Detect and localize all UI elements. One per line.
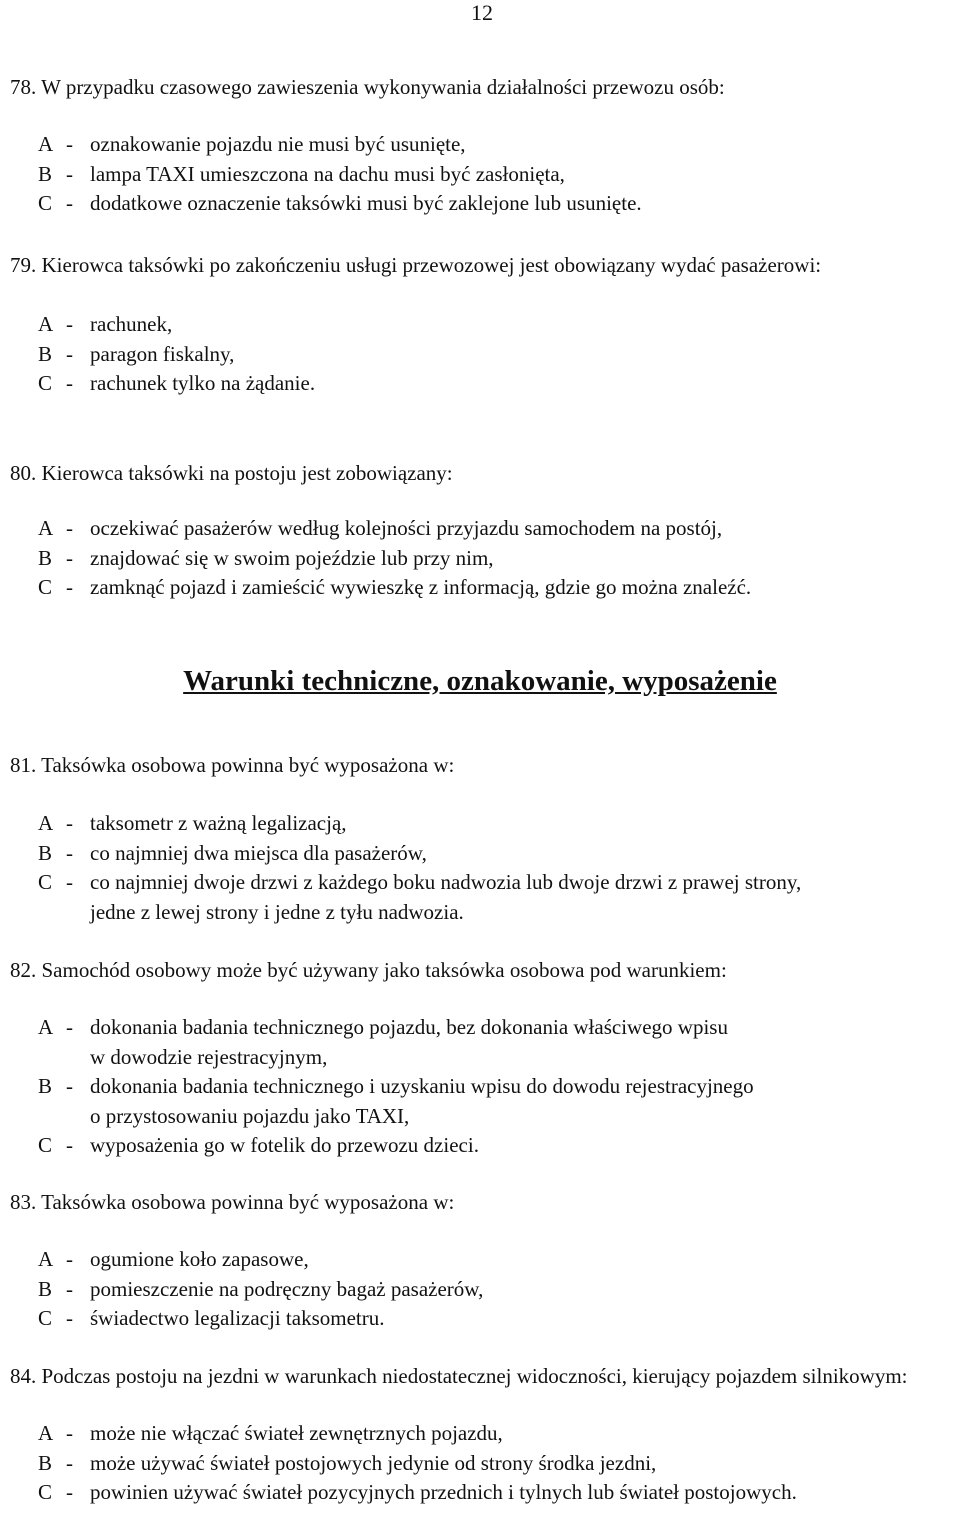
question-stem [0,250,870,280]
question-number: 80. [10,461,37,485]
answer-option-b: B - może używać świateł postojowych jedynie od strony środka jezdni, [38,1450,657,1475]
question-number: 82. [10,958,37,982]
answer-option-a: A - ogumione koło zapasowe, [38,1247,309,1271]
answer-option-c: C - rachunek tylko na żądanie. [38,371,316,395]
answer-option-a: A - rachunek, [38,312,173,336]
answer-option-a: A - może nie włączać świateł zewnętrznych pojazdu, [38,1421,503,1445]
answer-option-a: A - oczekiwać pasażerów według kolejności przyjazdu samochodem na postój, [38,516,723,540]
question-text: Kierowca taksówki po zakończeniu usługi przewozowej jest obowiązany wydać pasażerowi: [41,253,822,277]
question-number: 78. [10,75,37,99]
answer-option-b: B - co najmniej dwa miejsca dla pasażerów, [38,840,427,865]
answer-option-b: B - lampa TAXI umieszczona na dachu musi być zasłonięta, [38,161,565,186]
section-heading: Warunki techniczne, oznakowanie, wyposażenie [183,665,777,697]
answer-option-c: C - świadectwo legalizacji taksometru. [38,1306,385,1330]
question-text: Taksówka osobowa powinna być wyposażona w: [41,753,455,777]
answer-option-b: B - dokonania badania technicznego i uzyskaniu wpisu do dowodu rejestracyjnego [38,1074,754,1098]
answer-option-b: B - pomieszczenie na podręczny bagaż pasażerów, [38,1276,484,1301]
question-80 [0,458,960,603]
answer-option-a: A - oznakowanie pojazdu nie musi być usunięte, [38,132,466,156]
question-stem [0,750,960,780]
question-stem [0,458,960,488]
answer-option-c: C - powinien używać świateł pozycyjnych przednich i tylnych lub świateł postojowych. [38,1480,797,1504]
question-text: Taksówka osobowa powinna być wyposażona w: [41,1190,455,1214]
answer-option-a: A - dokonania badania technicznego pojazdu, bez dokonania właściwego wpisu [38,1015,728,1039]
question-text: Kierowca taksówki na postoju jest zobowiązany: [41,461,453,485]
answer-option-a: A - taksometr z ważną legalizacją, [38,811,347,835]
question-number: 81. [10,753,37,777]
answer-option-b-continuation: o przystosowaniu pojazdu jako TAXI, [90,1103,410,1128]
question-stem [0,1187,960,1217]
answer-option-c: C - zamknąć pojazd i zamieścić wywieszkę z informacją, gdzie go można znaleźć. [38,575,752,599]
answer-option-c: C - dodatkowe oznaczenie taksówki musi być zaklejone lub usunięte. [38,191,642,215]
question-79 [0,250,960,399]
question-stem [0,72,960,102]
question-text: Podczas postoju na jezdni w warunkach niedostatecznej widoczności, kierujący pojazdem silnikowym: [41,1364,908,1388]
question-84 [0,1361,960,1508]
question-82 [0,955,960,1161]
answer-option-b: B - paragon fiskalny, [38,341,235,366]
answer-option-c-continuation: jedne z lewej strony i jedne z tyłu nadwozia. [90,899,464,924]
question-number: 79. [10,253,37,277]
answer-option-a-continuation: w dowodzie rejestracyjnym, [90,1044,328,1069]
question-text: Samochód osobowy może być używany jako taksówka osobowa pod warunkiem: [41,958,727,982]
question-number: 83. [10,1190,37,1214]
answer-option-c: C - co najmniej dwoje drzwi z każdego boku nadwozia lub dwoje drzwi z prawej strony, [38,870,802,894]
question-text: W przypadku czasowego zawieszenia wykonywania działalności przewozu osób: [41,75,725,99]
question-number: 84. [10,1364,37,1388]
question-stem [0,1361,960,1391]
page-number: 12 [471,0,493,25]
answer-option-c: C - wyposażenia go w fotelik do przewozu dzieci. [38,1133,479,1157]
question-81 [0,750,960,927]
question-78 [0,72,960,219]
question-83 [0,1187,960,1334]
answer-option-b: B - znajdować się w swoim pojeździe lub przy nim, [38,545,494,570]
question-stem [0,955,960,985]
